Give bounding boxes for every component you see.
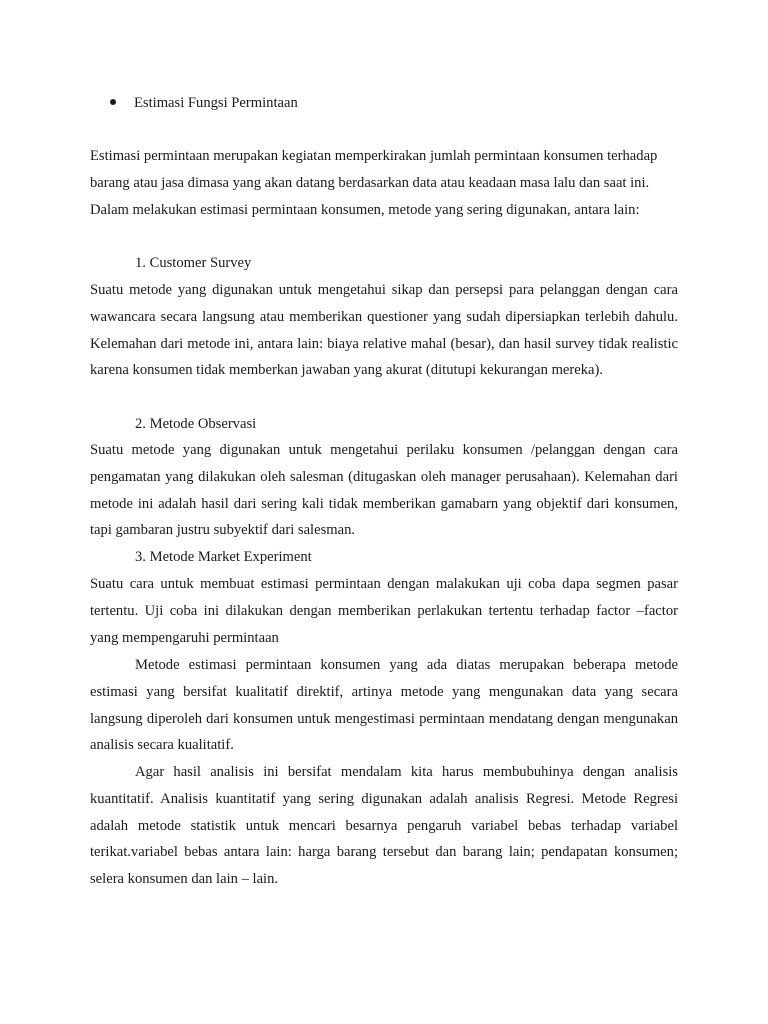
heading-text: Estimasi Fungsi Permintaan bbox=[134, 95, 298, 111]
paragraph-kuantitatif: Agar hasil analisis ini bersifat mendalam kita harus membubuhinya dengan analisis kuantitatif. Analisis kuantitatif yang sering digunakan adalah analisis Regresi. Metode Regresi adalah metode statistik untuk mencari besarnya pengaruh variabel bebas terhadap variabel terikat.variabel bebas antara lain: harga barang tersebut dan barang lain; pendapatan konsumen; selera konsumen dan lain – lain. bbox=[90, 764, 678, 888]
intro-line-3: Dalam melakukan estimasi permintaan konsumen, metode yang sering digunakan, antara lain: bbox=[90, 202, 640, 218]
intro-line-2: barang atau jasa dimasa yang akan datang berdasarkan data atau keadaan masa lalu dan saat ini. bbox=[90, 175, 650, 191]
bullet-icon bbox=[110, 99, 116, 105]
bullet-heading bbox=[110, 95, 298, 112]
method-body-observasi: Suatu metode yang digunakan untuk mengetahui perilaku konsumen /pelanggan dengan cara pengamatan yang dilakukan oleh salesman (ditugaskan oleh manager perusahaan). Kelemahan dari metode ini adalah hasil dari sering kali tidak memberikan gamabarn yang objektif dari konsumen, tapi gambaran justru subyektif dari salesman. bbox=[90, 442, 678, 539]
method-body-customer-survey: Suatu metode yang digunakan untuk mengetahui sikap dan persepsi para pelanggan dengan cara wawancara secara langsung atau memberikan questioner yang sudah dipersiapkan terlebih dahulu. Kelemahan dari metode ini, antara lain: biaya relative mahal (besar), dan hasil survey tidak realistic karena konsumen tidak memberkan jawaban yang akurat (ditutupi kekurangan mereka). bbox=[90, 282, 678, 379]
intro-line-1: Estimasi permintaan merupakan kegiatan memperkirakan jumlah permintaan konsumen terhadap bbox=[90, 148, 658, 164]
method-body-market-experiment: Suatu cara untuk membuat estimasi permintaan dengan malakukan uji coba dapa segmen pasar tertentu. Uji coba ini dilakukan dengan memberikan perlakukan tertentu terhadap factor –factor yang mempengaruhi permintaan bbox=[90, 576, 678, 646]
method-title-observasi: 2. Metode Observasi bbox=[135, 416, 257, 432]
paragraph-kualitatif: Metode estimasi permintaan konsumen yang ada diatas merupakan beberapa metode estimasi yang bersifat kualitatif direktif, artinya metode yang mengunakan data yang secara langsung diperoleh dari konsumen untuk mengestimasi permintaan mendatang dengan mengunakan analisis secara kualitatif. bbox=[90, 657, 678, 754]
method-title-customer-survey: 1. Customer Survey bbox=[135, 255, 252, 271]
method-title-market-experiment: 3. Metode Market Experiment bbox=[135, 549, 312, 565]
